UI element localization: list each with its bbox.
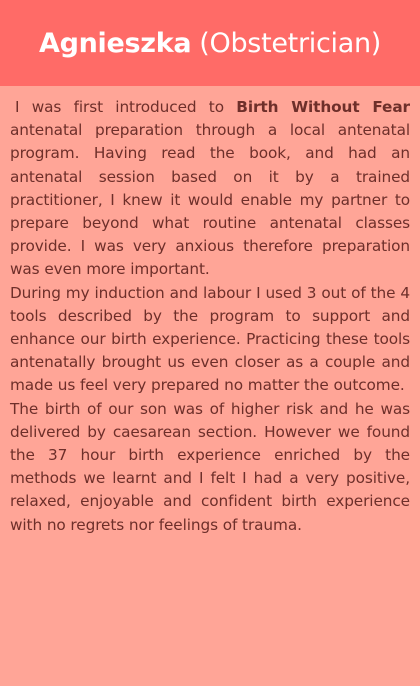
testimonial-paragraph-3: The birth of our son was of higher risk and he was delivered by caesarean section. However we found the 37 hour birth experience enriched by the methods we learnt and I felt I had a very positive, relaxed, enjoyable and confident birth experience with no regrets nor feelings of trauma. [10, 399, 410, 534]
paragraph-1-rest: antenatal preparation through a local antenatal program. Having read the book, and had an antenatal session based on it by a trained practitioner, I knew it would enable my partner to prepare beyond what routine antenatal classes provide. I was very anxious therefore preparation was even more important. [10, 121, 410, 279]
program-name: Birth Without Fear [236, 98, 410, 116]
paragraph-1-intro: I was first introduced to [15, 98, 237, 116]
testimonial-body [0, 86, 420, 537]
testimonial-paragraph-2: During my induction and labour I used 3 out of the 4 tools described by the program to support and enhance our birth experience. Practicing these tools antenatally brought us even closer as a couple and made us feel very prepared no matter the outcome. [10, 283, 410, 395]
testimonial-paragraph-1 [10, 96, 410, 282]
author-role: (Obstetrician) [199, 27, 381, 59]
testimonial-header [0, 0, 420, 86]
author-name: Agnieszka [39, 27, 192, 59]
